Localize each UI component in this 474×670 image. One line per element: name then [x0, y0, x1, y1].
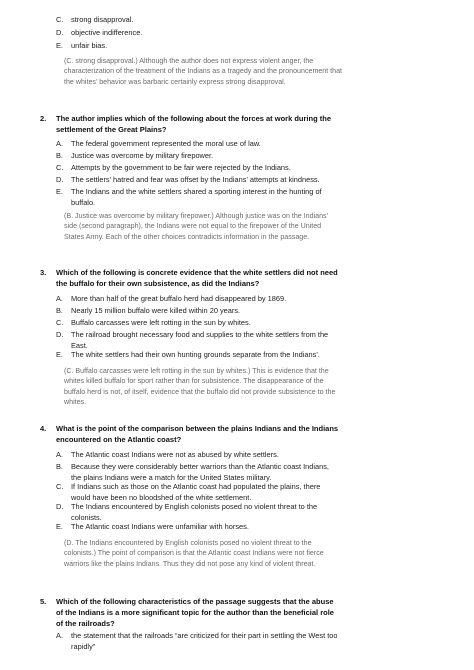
q4-choice-a — [56, 450, 338, 461]
question-text: What is the point of the comparison between the plains Indians and the Indians encountered on the Atlantic coast? — [56, 424, 339, 444]
choice-text: objective indifference. — [71, 28, 143, 37]
choice-letter: E. — [56, 41, 63, 50]
q3-explanation: (C. Buffalo carcasses were left rotting in the sun by whites.) This is evidence that the whites killed buffalo for sport rather than for subsistence. The disappearance of the buffalo herd is not, of itself, evidence that the buffalo did not provide subsistence to the whites. — [64, 367, 336, 406]
choice-text: The settlers’ hatred and fear was offset by the Indians’ attempts at kindness. — [71, 175, 320, 184]
q3-choice-d — [56, 330, 338, 351]
choice-letter: E. — [56, 522, 63, 531]
question-4-heading — [40, 424, 340, 446]
choice-letter: D. — [56, 28, 64, 37]
q1-choice-d — [56, 28, 338, 39]
q3-choice-a — [56, 294, 338, 305]
q4-choice-c — [56, 482, 338, 503]
q3-choice-e — [56, 350, 338, 361]
choice-letter: A. — [56, 139, 63, 148]
question-number: 5. — [40, 597, 47, 606]
q2-choice-b — [56, 151, 338, 162]
choice-text: unfair bias. — [71, 41, 108, 50]
q4-choice-b — [56, 462, 338, 483]
choice-text: strong disapproval. — [71, 15, 134, 24]
choice-letter: B. — [56, 151, 63, 160]
choice-letter: B. — [56, 462, 63, 471]
q2-choice-e — [56, 187, 338, 208]
question-text: Which of the following characteristics of the passage suggests that the abuse of the Indians is a more significant topic for the author than the beneficial role of the railroads? — [56, 597, 334, 628]
choice-letter: A. — [56, 631, 63, 640]
q1-choice-e — [56, 41, 338, 52]
q2-choice-d — [56, 175, 338, 186]
q3-choice-c — [56, 318, 338, 329]
question-number: 2. — [40, 114, 47, 123]
q4-explanation: (D. The Indians encountered by English colonists posed no violent threat to the colonists.) The point of comparison is that the Atlantic coast Indians were not fierce warriors like the plains Indians. Thus they did not pose any kind of violent threat. — [64, 539, 324, 568]
choice-text: Because they were considerably better warriors than the Atlantic coast Indians, the plains Indians were a match for the United States military. — [71, 462, 329, 482]
choice-text: The Atlantic coast Indians were unfamiliar with horses. — [71, 522, 249, 531]
choice-text: The federal government represented the moral use of law. — [71, 139, 261, 148]
choice-letter: B. — [56, 306, 63, 315]
choice-letter: E. — [56, 350, 63, 359]
choice-text: The railroad brought necessary food and supplies to the white settlers from the East. — [71, 330, 329, 350]
choice-letter: D. — [56, 502, 64, 511]
question-text: Which of the following is concrete evidence that the white settlers did not need the buffalo for their own subsistence, as did the Indians? — [56, 268, 338, 288]
question-number: 3. — [40, 268, 47, 277]
choice-letter: A. — [56, 450, 63, 459]
choice-letter: C. — [56, 318, 64, 327]
choice-letter: D. — [56, 330, 64, 339]
choice-text: The Indians encountered by English colonists posed no violent threat to the colonists. — [71, 502, 318, 522]
question-number: 4. — [40, 424, 47, 433]
choice-text: the statement that the railroads “are criticized for their part in settling the West too rapidly” — [71, 631, 338, 651]
choice-text: The Indians and the white settlers shared a sporting interest in the hunting of buffalo. — [71, 187, 322, 207]
choice-letter: C. — [56, 15, 64, 24]
choice-letter: E. — [56, 187, 63, 196]
choice-letter: D. — [56, 175, 64, 184]
choice-text: Nearly 15 million buffalo were killed within 20 years. — [71, 306, 241, 315]
q4-choice-e — [56, 522, 338, 533]
choice-text: Attempts by the government to be fair were rejected by the Indians. — [71, 163, 291, 172]
choice-text: More than half of the great buffalo herd had disappeared by 1869. — [71, 294, 287, 303]
question-2-heading — [40, 114, 340, 136]
q2-explanation: (B. Justice was overcome by military firepower.) Although justice was on the Indians’ side (second paragraph), the Indians were not equal to the firepower of the United States Army. Each of the other choices contradicts information in the passage. — [64, 212, 328, 241]
choice-text: The white settlers had their own hunting grounds separate from the Indians’. — [71, 350, 320, 359]
question-text: The author implies which of the following about the forces at work during the settlement of the Great Plains? — [56, 114, 332, 134]
choice-letter: C. — [56, 163, 64, 172]
q5-choice-a — [56, 631, 338, 652]
choice-text: Buffalo carcasses were left rotting in the sun by whites. — [71, 318, 251, 327]
q2-choice-c — [56, 163, 338, 174]
q1-choice-c — [56, 15, 338, 26]
question-3-heading — [40, 268, 340, 290]
choice-letter: C. — [56, 482, 64, 491]
question-5-heading — [40, 597, 340, 629]
choice-letter: A. — [56, 294, 63, 303]
q4-choice-d — [56, 502, 338, 523]
q3-choice-b — [56, 306, 338, 317]
choice-text: If Indians such as those on the Atlantic coast had populated the plains, there would have been no bloodshed of the white settlement. — [71, 482, 321, 502]
q1-explanation: (C. strong disapproval.) Although the author does not express violent anger, the characterization of the treatment of the Indians as a tragedy and the pronouncement that the whites’ behavior was barbaric certainly express strong disapproval. — [64, 57, 343, 86]
choice-text: The Atlantic coast Indians were not as abused by white settlers. — [71, 450, 279, 459]
choice-text: Justice was overcome by military firepower. — [71, 151, 214, 160]
q2-choice-a — [56, 139, 338, 150]
